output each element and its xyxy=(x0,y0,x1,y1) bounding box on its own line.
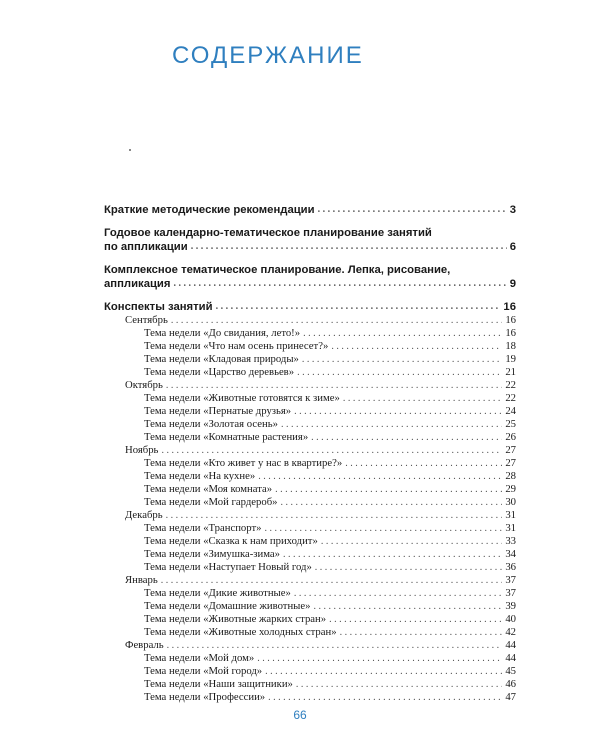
toc-month-label: Ноябрь xyxy=(125,444,159,456)
toc-week-row[interactable] xyxy=(104,470,516,483)
dot-leader xyxy=(343,392,503,405)
toc-page-number: 46 xyxy=(505,678,516,690)
toc-week-row[interactable] xyxy=(104,535,516,548)
toc-week-row[interactable] xyxy=(104,522,516,535)
toc-month-row[interactable] xyxy=(104,509,516,522)
toc-week-row[interactable] xyxy=(104,392,516,405)
toc-page-number: 31 xyxy=(505,522,516,534)
toc-page-number: 24 xyxy=(505,405,516,417)
toc-week-label: Тема недели «Животные жарких стран» xyxy=(144,613,327,625)
toc-page-number: 37 xyxy=(505,587,516,599)
toc-page-number: 40 xyxy=(505,613,516,625)
toc-section-lesson-notes[interactable] xyxy=(104,300,516,314)
toc-page-number: 36 xyxy=(505,561,516,573)
toc-week-row[interactable] xyxy=(104,600,516,613)
dot-leader xyxy=(318,203,507,217)
dot-leader xyxy=(331,340,502,353)
toc-month-label: Февраль xyxy=(125,639,164,651)
dot-leader xyxy=(281,418,502,431)
toc-month-label: Октябрь xyxy=(125,379,163,391)
toc-page-number: 19 xyxy=(505,353,516,365)
toc-week-label: Тема недели «Животные готовятся к зиме» xyxy=(144,392,340,404)
stray-mark xyxy=(129,149,131,151)
toc-week-row[interactable] xyxy=(104,327,516,340)
toc-months-list xyxy=(104,314,516,704)
toc-week-label: Тема недели «Кладовая природы» xyxy=(144,353,299,365)
toc-page-number: 29 xyxy=(505,483,516,495)
dot-leader xyxy=(283,548,502,561)
toc-week-label: Тема недели «Наши защитники» xyxy=(144,678,293,690)
dot-leader xyxy=(257,652,502,665)
toc-week-row[interactable] xyxy=(104,561,516,574)
toc-week-row[interactable] xyxy=(104,626,516,639)
toc-page-number: 42 xyxy=(505,626,516,638)
dot-leader xyxy=(173,277,506,291)
toc-week-row[interactable] xyxy=(104,587,516,600)
toc-section-label: Комплексное тематическое планирование. Лепка, рисование, xyxy=(104,264,451,276)
dot-leader xyxy=(216,300,501,314)
toc-section-label-cont: по аппликации xyxy=(104,241,188,253)
toc-week-label: Тема недели «Моя комната» xyxy=(144,483,273,495)
toc-week-label: Тема недели «Золотая осень» xyxy=(144,418,278,430)
toc-page-number: 37 xyxy=(505,574,516,586)
toc-week-label: Тема недели «Зимушка-зима» xyxy=(144,548,281,560)
dot-leader xyxy=(166,509,503,522)
toc-page-number: 34 xyxy=(505,548,516,560)
toc-section-thematic-plan[interactable] xyxy=(104,263,516,291)
toc-month-row[interactable] xyxy=(104,574,516,587)
toc-page-number: 30 xyxy=(505,496,516,508)
toc-week-row[interactable] xyxy=(104,431,516,444)
toc-week-label: Тема недели «На кухне» xyxy=(144,470,256,482)
toc-week-label: Тема недели «Сказка к нам приходит» xyxy=(144,535,318,547)
dot-leader xyxy=(329,613,502,626)
toc-page-number: 3 xyxy=(509,204,516,216)
dot-leader xyxy=(294,405,502,418)
toc-page-number: 47 xyxy=(505,691,516,703)
toc-week-label: Тема недели «Домашние животные» xyxy=(144,600,311,612)
toc-week-row[interactable] xyxy=(104,353,516,366)
toc-page-number: 27 xyxy=(505,444,516,456)
dot-leader xyxy=(296,678,502,691)
toc-week-row[interactable] xyxy=(104,483,516,496)
toc-week-label: Тема недели «Транспорт» xyxy=(144,522,262,534)
toc-section-methodical[interactable] xyxy=(104,203,516,217)
dot-leader xyxy=(313,600,502,613)
toc-month-row[interactable] xyxy=(104,639,516,652)
toc-week-label: Тема недели «Дикие животные» xyxy=(144,587,291,599)
toc-week-label: Тема недели «Наступает Новый год» xyxy=(144,561,312,573)
toc-month-row[interactable] xyxy=(104,379,516,392)
dot-leader xyxy=(340,626,503,639)
toc-page-number: 44 xyxy=(505,652,516,664)
dot-leader xyxy=(321,535,503,548)
toc-week-row[interactable] xyxy=(104,418,516,431)
toc-page-number: 26 xyxy=(505,431,516,443)
toc-week-row[interactable] xyxy=(104,665,516,678)
dot-leader xyxy=(268,691,502,704)
toc-page-number: 25 xyxy=(505,418,516,430)
toc-month-row[interactable] xyxy=(104,444,516,457)
dot-leader xyxy=(315,561,503,574)
page-number: 66 xyxy=(293,708,307,722)
toc-page-number: 16 xyxy=(505,327,516,339)
toc-section-label: Конспекты занятий xyxy=(104,301,213,313)
toc-page-number: 45 xyxy=(505,665,516,677)
toc-page-number: 6 xyxy=(509,241,516,253)
toc-page-number: 31 xyxy=(505,509,516,521)
toc-page-number: 21 xyxy=(505,366,516,378)
toc-week-label: Тема недели «Профессии» xyxy=(144,691,266,703)
dot-leader xyxy=(311,431,502,444)
dot-leader xyxy=(294,587,502,600)
toc-week-row[interactable] xyxy=(104,678,516,691)
toc-week-label: Тема недели «Кто живет у нас в квартире?» xyxy=(144,457,343,469)
toc-page-number: 27 xyxy=(505,457,516,469)
toc-week-row[interactable] xyxy=(104,691,516,704)
toc-page-number: 9 xyxy=(509,278,516,290)
toc-section-annual-plan[interactable] xyxy=(104,226,516,254)
dot-leader xyxy=(171,314,502,327)
toc-week-label: Тема недели «Мой гардероб» xyxy=(144,496,278,508)
toc-week-row[interactable] xyxy=(104,405,516,418)
dot-leader xyxy=(303,327,502,340)
toc-page-number: 33 xyxy=(505,535,516,547)
toc-week-row[interactable] xyxy=(104,613,516,626)
dot-leader xyxy=(167,639,503,652)
dot-leader xyxy=(265,522,503,535)
dot-leader xyxy=(297,366,502,379)
toc-week-label: Тема недели «Мой дом» xyxy=(144,652,255,664)
toc-page-number: 18 xyxy=(505,340,516,352)
toc-week-row[interactable] xyxy=(104,548,516,561)
toc-week-label: Тема недели «Животные холодных стран» xyxy=(144,626,337,638)
toc-week-row[interactable] xyxy=(104,340,516,353)
toc-section-label: Годовое календарно-тематическое планирование занятий xyxy=(104,227,432,239)
dot-leader xyxy=(166,379,502,392)
toc-week-label: Тема недели «Что нам осень принесет?» xyxy=(144,340,329,352)
toc-month-row[interactable] xyxy=(104,314,516,327)
dot-leader xyxy=(281,496,503,509)
toc-week-row[interactable] xyxy=(104,366,516,379)
toc-week-label: Тема недели «До свидания, лето!» xyxy=(144,327,301,339)
toc-section-label-cont: аппликация xyxy=(104,278,171,290)
dot-leader xyxy=(275,483,502,496)
toc-page-number: 22 xyxy=(505,379,516,391)
toc-page-number: 22 xyxy=(505,392,516,404)
toc-page-number: 16 xyxy=(503,301,516,313)
page-title: СОДЕРЖАНИЕ xyxy=(172,42,364,69)
toc-section-label: Краткие методические рекомендации xyxy=(104,204,315,216)
dot-leader xyxy=(161,574,503,587)
toc-page-number: 39 xyxy=(505,600,516,612)
toc-week-label: Тема недели «Пернатые друзья» xyxy=(144,405,292,417)
dot-leader xyxy=(258,470,502,483)
toc-page-number: 44 xyxy=(505,639,516,651)
dot-leader xyxy=(161,444,502,457)
toc-page-number: 28 xyxy=(505,470,516,482)
table-of-contents xyxy=(104,203,516,704)
dot-leader xyxy=(191,240,507,254)
toc-month-label: Январь xyxy=(125,574,158,586)
toc-week-label: Тема недели «Комнатные растения» xyxy=(144,431,309,443)
dot-leader xyxy=(265,665,502,678)
toc-month-label: Декабрь xyxy=(125,509,163,521)
toc-week-row[interactable] xyxy=(104,457,516,470)
toc-week-row[interactable] xyxy=(104,496,516,509)
toc-page-number: 16 xyxy=(505,314,516,326)
toc-week-label: Тема недели «Мой город» xyxy=(144,665,263,677)
dot-leader xyxy=(302,353,502,366)
toc-month-label: Сентябрь xyxy=(125,314,168,326)
dot-leader xyxy=(345,457,502,470)
toc-week-row[interactable] xyxy=(104,652,516,665)
toc-week-label: Тема недели «Царство деревьев» xyxy=(144,366,295,378)
